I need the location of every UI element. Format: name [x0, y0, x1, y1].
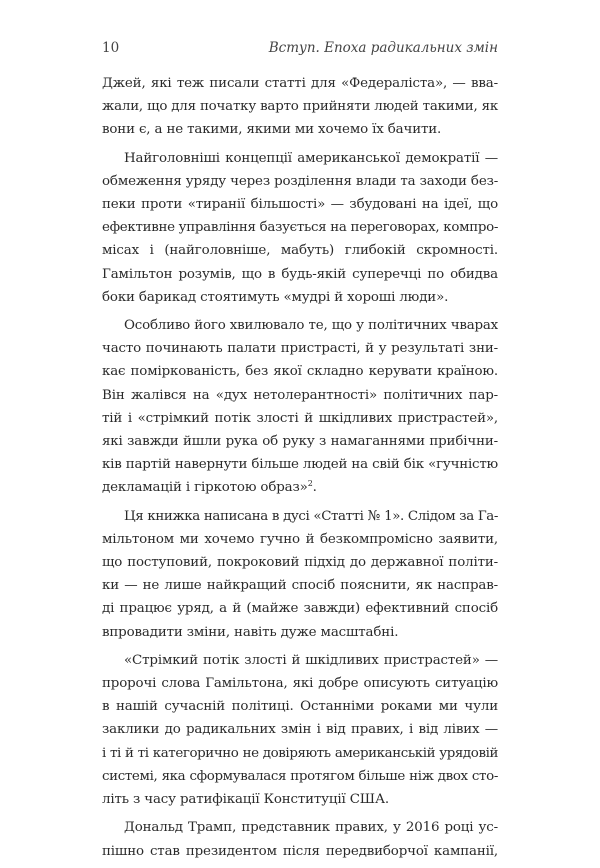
running-head: Вступ. Епоха радикальних змін [268, 40, 498, 56]
text-line: літь з часу ратифікації Конституції США. [102, 792, 390, 808]
text-line: тій і «стрімкий потік злості й шкідливих пристрастей», [102, 410, 498, 426]
text-line: Дональд Трамп, представник правих, у 2016 році ус- [124, 820, 498, 836]
paragraph [102, 147, 498, 309]
text-line: що поступовий, покроковий підхід до державної політи- [102, 555, 498, 571]
paragraph [102, 649, 498, 811]
text-line: мільтоном ми хочемо гучно й безкомпромісно заявити, [102, 531, 498, 547]
text-line: Він жалівся на «дух нетолерантності» політичних пар- [102, 387, 498, 403]
paragraph [102, 314, 498, 500]
text-line: декламацій і гіркотою образ» [102, 480, 308, 496]
page-number: 10 [102, 40, 120, 56]
text-line: Особливо його хвилювало те, що у політичних чварах [124, 318, 498, 334]
paragraph [102, 505, 498, 644]
text-line: боки барикад стоятимуть «мудрі й хороші люди». [102, 289, 449, 305]
text-line: пророчі слова Гамільтона, які добре описують ситуацію [102, 676, 498, 692]
text-line: заклики до радикальних змін і від правих, і від лівих — [102, 722, 498, 738]
text-line: ефективне управління базується на переговорах, компро- [102, 220, 499, 236]
text-line: в нашій сучасній політиці. Останніми роками ми чули [102, 699, 498, 715]
text-line-with-footnote [102, 476, 498, 499]
text-line: Ця книжка написана в дусі «Статті № 1». Слідом за Га- [124, 508, 498, 524]
text-line: які завжди йшли рука об руку з намаганнями прибічни- [102, 434, 498, 450]
text-line: ків партій навернути більше людей на свій бік «гучністю [102, 457, 498, 473]
text-line: вони є, а не такими, якими ми хочемо їх бачити. [102, 122, 442, 138]
text-line: впровадити зміни, навіть дуже масштабні. [102, 624, 399, 640]
text-line: Найголовніші концепції американської демократії — [124, 150, 498, 166]
text-line: часто починають палати пристрасті, й у результаті зни- [102, 341, 498, 357]
paragraph [102, 816, 498, 862]
book-page [102, 40, 498, 868]
body-text [102, 72, 498, 863]
text-line: системі, яка сформувалася протягом більше ніж двох сто- [102, 768, 498, 784]
text-line: пішно став президентом після передвиборчої кампанії, [102, 843, 498, 859]
page-header [102, 40, 498, 62]
text-line: Гамільтон розумів, що в будь-якій суперечці по обидва [102, 266, 498, 282]
paragraph [102, 72, 498, 142]
footnote-marker[interactable]: 2 [307, 479, 313, 489]
text-line: обмеження уряду через розділення влади та заходи без- [102, 173, 499, 189]
text-line: ді працює уряд, а й (майже завжди) ефективний спосіб [102, 601, 498, 617]
text-line: і ті й ті категорично не довіряють американській урядовій [102, 745, 498, 761]
text-line: жали, що для початку варто прийняти людей такими, як [102, 99, 498, 115]
text-line: Джей, які теж писали статті для «Федераліста», — вва- [102, 76, 498, 91]
punctuation: . [312, 480, 317, 496]
text-line: «Стрімкий потік злості й шкідливих пристрастей» — [124, 652, 498, 668]
text-line: ки — не лише найкращий спосіб пояснити, як насправ- [102, 578, 498, 594]
text-line: місах і (найголовніше, мабуть) глибокій скромності. [102, 243, 498, 259]
text-line: кає поміркованість, без якої складно керувати країною. [102, 364, 498, 380]
text-line: пеки проти «тиранії більшості» — збудовані на ідеї, що [102, 197, 498, 213]
